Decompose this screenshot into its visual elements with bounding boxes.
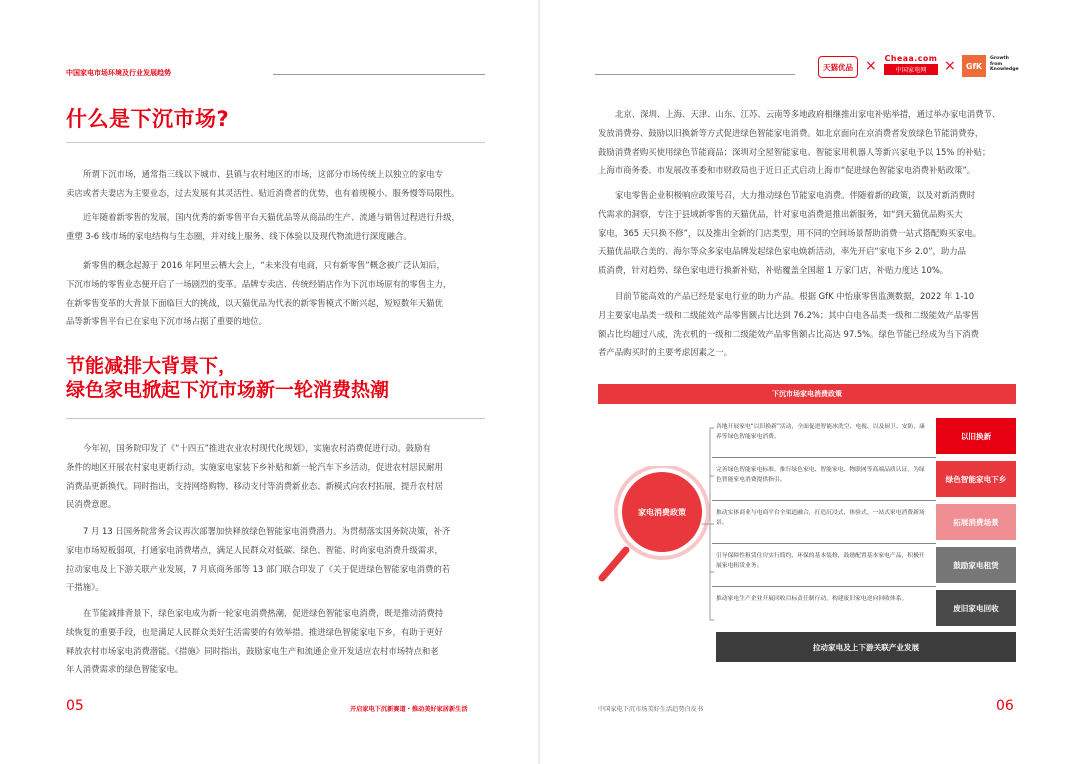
policy-row [712,418,1016,454]
right-paragraph-1 [598,105,1018,180]
section-title-2-line2: 绿色家电掀起下沉市场新一轮消费热潮 [66,379,390,401]
policy-panel-title: 下沉市场家电消费政策 [598,384,1016,404]
text-line: 额占比均超过八成，洗衣机的一级和二级能效产品零售额占比高达 97.5%。绿色节能已经成为当下消费 [598,328,980,339]
gfk-tagline [990,56,1019,73]
footer-slogan: 开启家电下沉新赛道・推动美好家居新生活 [350,706,468,713]
cheaa-logo [884,54,938,75]
text-line: 条件的地区开展农村家电更新行动，实施家电家装下乡补贴和新一轮汽车下乡活动，促进农村居民耐用 [66,461,443,472]
tmall-logo: 天猫优品 [818,56,858,78]
text-line: 近年随着新零售的发展，国内优秀的新零售平台天猫优品等从商品的生产、流通与销售过程进行升级， [83,212,460,222]
text-line: 上海市商务委、市发展改革委和市财政局也于近日正式启动上海市“促进绿色智能家电消费补贴政策”。 [598,165,976,176]
text-line: 月主要家电品类一级和二级能效产品零售额占比达到 76.2%；其中白电各品类一级和二级能效产品零售 [598,309,980,320]
text-line: 释放农村市场家电消费潜能。《措施》同时指出，鼓励家电生产和流通企业开发适应农村市场特点和老 [66,645,439,656]
paragraph-5 [66,522,486,597]
row-divider [712,457,936,458]
text-line: 卖店或者夫妻店为主要业态，过去发展有其灵活性、贴近消费者的优势，也有着规模小、服务慢等局限性。 [66,187,460,198]
text-line: 民消费意愿。 [66,499,117,510]
text-line: 质消费，针对趋势、绿色家电进行换新补贴，补贴覆盖全国超 1 万家门店，补贴力度达 10%。 [598,265,949,276]
gfk-tagline-line: Growth [990,56,1009,61]
text-line: 目前节能高效的产品已经是家电行业的助力产品。根据 GfK 中怡康零售监测数据，2022 年 1-10 [615,291,975,301]
section-title-1: 什么是下沉市场? [66,107,230,131]
header-rule [273,74,485,75]
text-line: 消费品更新换代。同时指出，支持网络购物、移动支付等消费新业态、新模式向农村拓展，提升农村居 [66,480,443,491]
paragraph-6 [66,604,486,679]
right-paragraph-3 [598,287,1018,362]
text-line: 品等新零售平台已在家电下沉市场占据了重要的地位。 [66,316,267,327]
text-line: 干措施》。 [66,582,104,593]
policy-row-desc: 推动家电生产企业开展回收目标责任制行动，构建废旧家电逆向回收体系。 [716,596,908,602]
policy-tag-recycling: 废旧家电回收 [936,590,1016,626]
text-line: 者产品购买时的主要考虑因素之一。 [598,347,732,358]
gfk-tagline-line: from [990,61,1003,67]
policy-row-desc: 引导保障性租赁住房实行简约、环保的基本装修，鼓励配置基本家电产品，积极开展家电租赁业务。 [716,553,925,569]
cross-icon: × [944,58,956,74]
gfk-logo: GfK [962,55,986,77]
policy-tag-trade-in: 以旧换新 [936,418,1016,454]
text-line: 发放消费券、鼓励以旧换新等方式促进绿色智能家电消费。如北京面向在京消费者发放绿色节能消费券， [598,127,984,138]
paragraph-3 [66,256,486,331]
section-title-2-line1: 节能减排大背景下， [66,355,238,377]
text-line: 在节能减排背景下，绿色家电成为新一轮家电消费热潮，促进绿色智能家电消费，既是推动消费持 [83,608,444,618]
policy-row-desc: 完善绿色智能家电标准，推行绿色家电、智能家电、物联网等高端品质认证，为绿色智能家电消费提供指引。 [716,467,925,483]
cross-icon: × [865,58,877,74]
section-title-2 [66,354,389,402]
paragraph-2 [66,208,486,246]
page-number: 06 [996,698,1014,714]
header-rule [595,74,795,75]
policy-tag-green-appliances: 绿色智能家电下乡 [936,461,1016,497]
text-line: 家电市场短板弱项，打通家电消费堵点，满足人民群众对低碳、绿色、智能、时尚家电消费升级需求， [66,544,443,555]
page-number: 05 [66,698,84,714]
policy-panel-footer: 拉动家电及上下游关联产业发展 [716,632,1016,662]
row-divider [712,586,936,587]
text-line: 天猫优品联合美的、海尔等众多家电品牌发起绿色家电焕新活动，率先开启“家电下乡 2.0”，助力品 [598,246,967,257]
section-rule-2 [66,418,485,419]
policy-row [712,504,1016,540]
footer-report-title: 中国家电下沉市场美好生活趋势白皮书 [598,706,704,713]
text-line: 今年初，国务院印发了《“十四五”推进农业农村现代化规划》，实施农村消费促进行动。鼓励有 [83,443,431,453]
row-divider [712,500,936,501]
policy-center-circle: 家电消费政策 [622,472,702,552]
text-line: 所谓下沉市场，通常指三线以下城市、县镇与农村地区的市场，这部分市场传统上以独立的家电专 [83,169,444,179]
policy-row [712,547,1016,583]
text-line: 拉动家电及上下游关联产业发展，7 月底商务部等 13 部门联合印发了《关于促进绿色智能家电消费的若 [66,563,451,574]
text-line: 续恢复的重要手段，也是满足人民群众美好生活需要的有效举措。推进绿色智能家电下乡，有助于更好 [66,626,443,637]
text-line: 北京、深圳、上海、天津、山东、江苏、云南等多地政府相继推出家电补贴举措，通过举办家电消费节、 [615,109,1001,119]
text-line: 在新零售变革的大背景下面临巨大的挑战，以天猫优品为代表的新零售模式不断兴起，短短数年天猫优 [66,297,443,308]
policy-row [712,590,1016,626]
cheaa-logo-top: Cheaa.com [884,54,938,63]
paragraph-1 [66,165,486,203]
policy-row [712,461,1016,497]
text-line: 下沉市场的零售业态便开启了一场剧烈的变革。品牌专卖店、传统经销店作为下沉市场原有的零售主力， [66,278,452,289]
running-header: 中国家电市场环境及行业发展趋势 [66,69,171,77]
text-line: 家电，365 天只换不修”，以及推出全新的门店类型，用不同的空间场景帮助消费一站式搭配购买家电。 [598,227,982,238]
text-line: 家电零售企业积极响应政策号召，大力推动绿色节能家电消费。伴随着新的政策，以及对新消费时 [615,190,976,200]
policy-row-desc: 各地开展家电“以旧换新”活动，全面促进智能冰洗空、电视、以及厨卫、安防、康养等绿色智能家电消费。 [716,424,925,440]
text-line: 年人消费需求的绿色智能家电。 [66,664,184,675]
paragraph-4 [66,439,486,514]
text-line: 代需求的洞察，专注于县域新零售的天猫优品，针对家电消费退推出新服务，如“到天猫优品购买大 [598,208,963,219]
section-rule-1 [66,142,485,143]
right-paragraph-2 [598,186,1018,280]
policy-tag-rental: 鼓励家电租赁 [936,547,1016,583]
row-divider [712,543,936,544]
policy-row-desc: 推动实体商业与电商平台全渠道融合，打造沉浸式、体验式、一站式家电消费新场景。 [716,510,925,526]
text-line: 7 月 13 日国务院常务会议再次部署加快释放绿色智能家电消费潜力。为贯彻落实国务院决策，补齐 [83,526,451,536]
text-line: 鼓励消费者购买使用绿色节能商品；深圳对全屋智能家电、智能家用机器人等新兴家电予以 15% 的补贴； [598,146,991,157]
policy-tag-scenarios: 拓展消费场景 [936,504,1016,540]
text-line: 重塑 3-6 线市场的家电结构与生态圈，并对线上服务、线下体验以及现代物流进行深度融合。 [66,230,412,241]
text-line: 新零售的概念起源于 2016 年阿里云栖大会上，“未来没有电商，只有新零售”概念被广泛认知后， [83,260,445,270]
cheaa-logo-bottom: 中国家电网 [884,64,938,75]
gfk-tagline-line: Knowledge [990,67,1019,72]
